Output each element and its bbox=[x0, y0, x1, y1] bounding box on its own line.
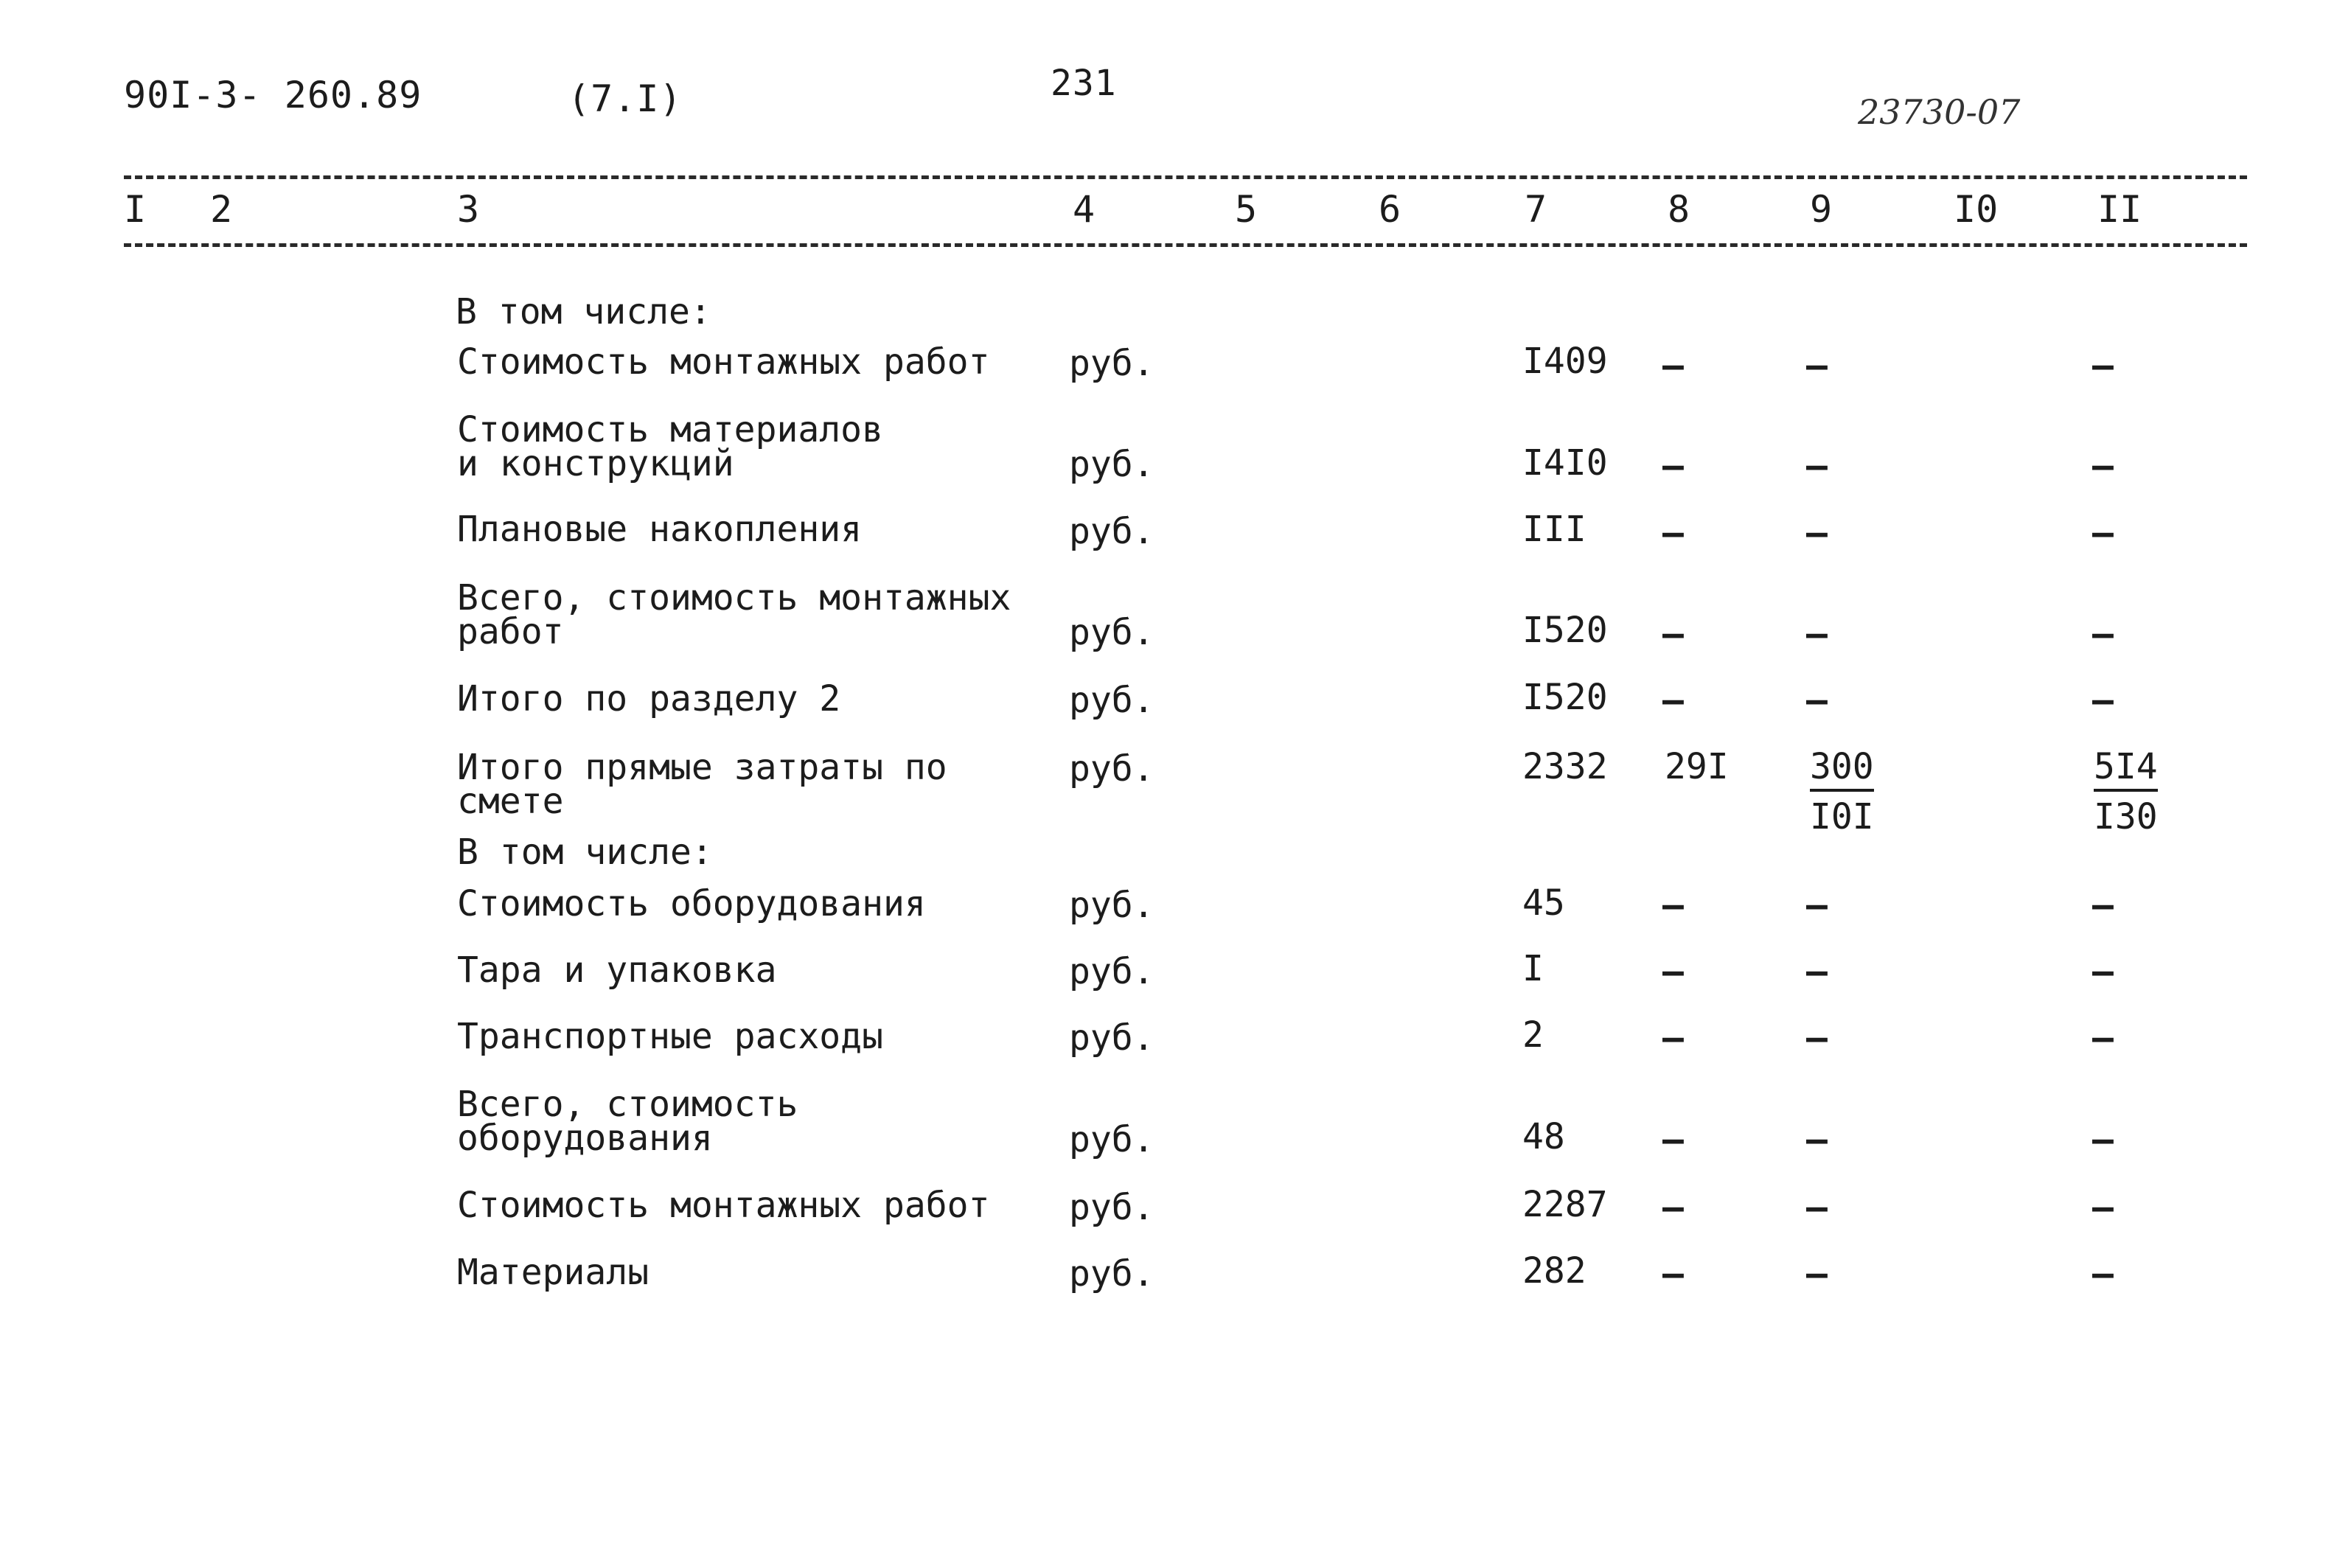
row-col9-numerator: 300 bbox=[1810, 746, 1874, 792]
column-header-7: 7 bbox=[1525, 188, 1547, 231]
row-label: Стоимость материалов и конструкций bbox=[457, 409, 883, 484]
row-unit: руб. bbox=[1069, 612, 1154, 653]
row-col11: – bbox=[2092, 885, 2114, 926]
header-rule-top bbox=[124, 175, 2247, 179]
column-header-3: 3 bbox=[457, 188, 480, 231]
row-col7: 2 bbox=[1522, 1014, 1544, 1056]
column-header-5: 5 bbox=[1235, 188, 1258, 231]
column-header-9: 9 bbox=[1810, 188, 1833, 231]
row-col9: – bbox=[1806, 951, 1828, 992]
row-col8: – bbox=[1662, 1253, 1684, 1295]
column-header-4: 4 bbox=[1073, 188, 1096, 231]
row-col7: III bbox=[1522, 509, 1587, 550]
row-col8: – bbox=[1662, 680, 1684, 721]
row-col11: – bbox=[2092, 512, 2114, 554]
header-rule-bottom bbox=[124, 243, 2247, 247]
row-col7: I520 bbox=[1522, 677, 1608, 718]
row-col9: – bbox=[1806, 1017, 1828, 1059]
row-col11: – bbox=[2092, 613, 2114, 655]
row-col8: – bbox=[1662, 885, 1684, 926]
row-unit: руб. bbox=[1069, 1253, 1154, 1295]
row-label: Плановые накопления bbox=[457, 509, 863, 550]
row-label: Стоимость монтажных работ bbox=[457, 1185, 990, 1226]
row-unit: руб. bbox=[1069, 680, 1154, 721]
row-col9: – bbox=[1806, 1119, 1828, 1160]
row-col9: – bbox=[1806, 613, 1828, 655]
row-col9: – bbox=[1806, 1187, 1828, 1228]
row-col8: 29I bbox=[1665, 746, 1729, 787]
row-col8: – bbox=[1662, 512, 1684, 554]
row-col7: 48 bbox=[1522, 1116, 1565, 1157]
row-col8: – bbox=[1662, 345, 1684, 386]
row-col11: – bbox=[2092, 680, 2114, 721]
column-header-8: 8 bbox=[1668, 188, 1690, 231]
row-col7: 45 bbox=[1522, 882, 1565, 924]
archive-stamp: 23730-07 bbox=[1858, 92, 2021, 132]
row-col11-numerator: 5I4 bbox=[2094, 746, 2158, 792]
row-col7: I bbox=[1522, 948, 1544, 989]
row-col9: – bbox=[1806, 1253, 1828, 1295]
row-label: Тара и упаковка bbox=[457, 949, 777, 991]
row-label: Стоимость монтажных работ bbox=[457, 341, 990, 383]
row-label: В том числе: bbox=[457, 832, 713, 873]
column-header-6: 6 bbox=[1379, 188, 1401, 231]
row-col11: – bbox=[2092, 345, 2114, 386]
row-col11-denominator: I30 bbox=[2094, 796, 2158, 837]
row-label: Итого прямые затраты по смете bbox=[457, 747, 947, 822]
row-unit: руб. bbox=[1069, 1187, 1154, 1228]
row-label: Итого по разделу 2 bbox=[457, 678, 841, 719]
row-col9: – bbox=[1806, 512, 1828, 554]
section-code: (7.I) bbox=[568, 77, 683, 120]
row-label: Всего, стоимость монтажных работ bbox=[457, 577, 1011, 652]
row-label: Транспортные расходы bbox=[457, 1016, 883, 1057]
row-col11: – bbox=[2092, 1253, 2114, 1295]
row-col7: 2287 bbox=[1522, 1184, 1608, 1225]
row-col8: – bbox=[1662, 951, 1684, 992]
row-col7: 282 bbox=[1522, 1250, 1587, 1292]
document-number: 90I-3- 260.89 bbox=[124, 74, 422, 116]
row-unit: руб. bbox=[1069, 444, 1154, 485]
row-unit: руб. bbox=[1069, 1119, 1154, 1160]
row-col11: – bbox=[2092, 1187, 2114, 1228]
row-unit: руб. bbox=[1069, 951, 1154, 992]
row-col9: – bbox=[1806, 885, 1828, 926]
row-col9: – bbox=[1806, 345, 1828, 386]
row-col7: I520 bbox=[1522, 610, 1608, 651]
row-unit: руб. bbox=[1069, 748, 1154, 790]
row-label: Всего, стоимость оборудования bbox=[457, 1084, 798, 1159]
row-label: Материалы bbox=[457, 1252, 649, 1293]
row-col7: I4I0 bbox=[1522, 442, 1608, 484]
row-col11: – bbox=[2092, 1119, 2114, 1160]
column-header-10: I0 bbox=[1954, 188, 1999, 231]
row-col9: – bbox=[1806, 445, 1828, 487]
row-col11: – bbox=[2092, 445, 2114, 487]
row-col8: – bbox=[1662, 445, 1684, 487]
row-col8: – bbox=[1662, 1119, 1684, 1160]
row-unit: руб. bbox=[1069, 511, 1154, 552]
row-col11: – bbox=[2092, 1017, 2114, 1059]
row-col11: – bbox=[2092, 951, 2114, 992]
row-label: В том числе: bbox=[456, 291, 711, 332]
row-col8: – bbox=[1662, 1017, 1684, 1059]
row-col7: 2332 bbox=[1522, 746, 1608, 787]
column-header-1: I bbox=[124, 188, 147, 231]
column-header-2: 2 bbox=[210, 188, 233, 231]
row-label: Стоимость оборудования bbox=[457, 883, 926, 924]
column-header-11: II bbox=[2097, 188, 2142, 231]
row-unit: руб. bbox=[1069, 343, 1154, 384]
row-unit: руб. bbox=[1069, 1017, 1154, 1059]
row-col7: I409 bbox=[1522, 341, 1608, 382]
row-unit: руб. bbox=[1069, 885, 1154, 926]
row-col8: – bbox=[1662, 613, 1684, 655]
row-col9: – bbox=[1806, 680, 1828, 721]
page-number: 231 bbox=[1051, 63, 1117, 104]
row-col9-denominator: I0I bbox=[1810, 796, 1874, 837]
row-col8: – bbox=[1662, 1187, 1684, 1228]
